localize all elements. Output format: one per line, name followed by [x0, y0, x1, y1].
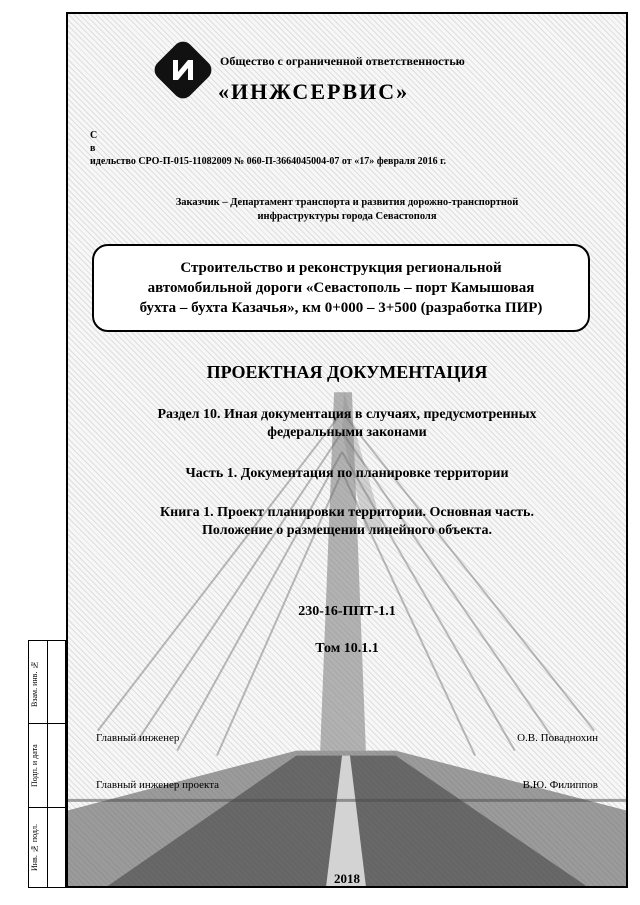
certificate-info — [90, 129, 446, 168]
project-title-box — [92, 244, 590, 332]
part-title: Часть 1. Документация по планировке территории — [185, 466, 509, 481]
project-line: бухта – бухта Казачья», км 0+000 – 3+500 (разработка ПИР) — [139, 300, 543, 316]
signature-name: О.В. Поваднохин — [517, 732, 598, 744]
project-line: автомобильной дороги «Севастополь – порт Камышовая — [147, 280, 535, 296]
sheet-content — [68, 14, 626, 886]
stamp-row-divider — [29, 723, 65, 724]
customer-line: инфраструктуры города Севастополя — [257, 211, 437, 222]
project-line: Строительство и реконструкция региональной — [180, 260, 502, 276]
stamp-label-inventory: Взам. инв. № — [30, 660, 39, 708]
book-line: Положение о размещении линейного объекта. — [202, 523, 492, 538]
document-code: 230-16-ППТ-1.1 — [298, 604, 396, 619]
signature-name: В.Ю. Филиппов — [522, 779, 598, 791]
section-line: федеральными законами — [267, 425, 427, 440]
section-line: Раздел 10. Иная документация в случаях, предусмотренных — [157, 407, 537, 422]
certificate-line: идельство СРО-П-015-11082009 № 060-П-3664045004-07 от «17» февраля 2016 г. — [90, 156, 447, 167]
customer-block — [68, 196, 626, 224]
volume-number: Том 10.1.1 — [315, 641, 379, 656]
book-title — [68, 504, 626, 540]
document-title: ПРОЕКТНАЯ ДОКУМЕНТАЦИЯ — [206, 362, 488, 382]
stamp-row-divider — [29, 807, 65, 808]
company-name: «ИНЖСЕРВИС» — [218, 79, 410, 104]
signature-role: Главный инженер — [96, 732, 180, 744]
section-title — [68, 406, 626, 442]
signature-role: Главный инженер проекта — [96, 779, 220, 791]
org-type: Общество с ограниченной ответственностью — [220, 54, 465, 68]
stamp-label-signature-date: Подп. и дата — [30, 744, 39, 788]
title-sheet — [66, 12, 628, 888]
customer-line: Заказчик – Департамент транспорта и развития дорожно-транспортной — [175, 197, 519, 208]
book-line: Книга 1. Проект планировки территории. Основная часть. — [160, 505, 534, 520]
company-logo-icon — [150, 37, 215, 102]
certificate-line: в — [90, 143, 96, 154]
certificate-line: С — [90, 130, 98, 141]
document-year: 2018 — [334, 871, 360, 886]
stamp-label-original-inventory: Инв. № подл. — [30, 824, 39, 872]
binding-stamp — [28, 640, 66, 888]
